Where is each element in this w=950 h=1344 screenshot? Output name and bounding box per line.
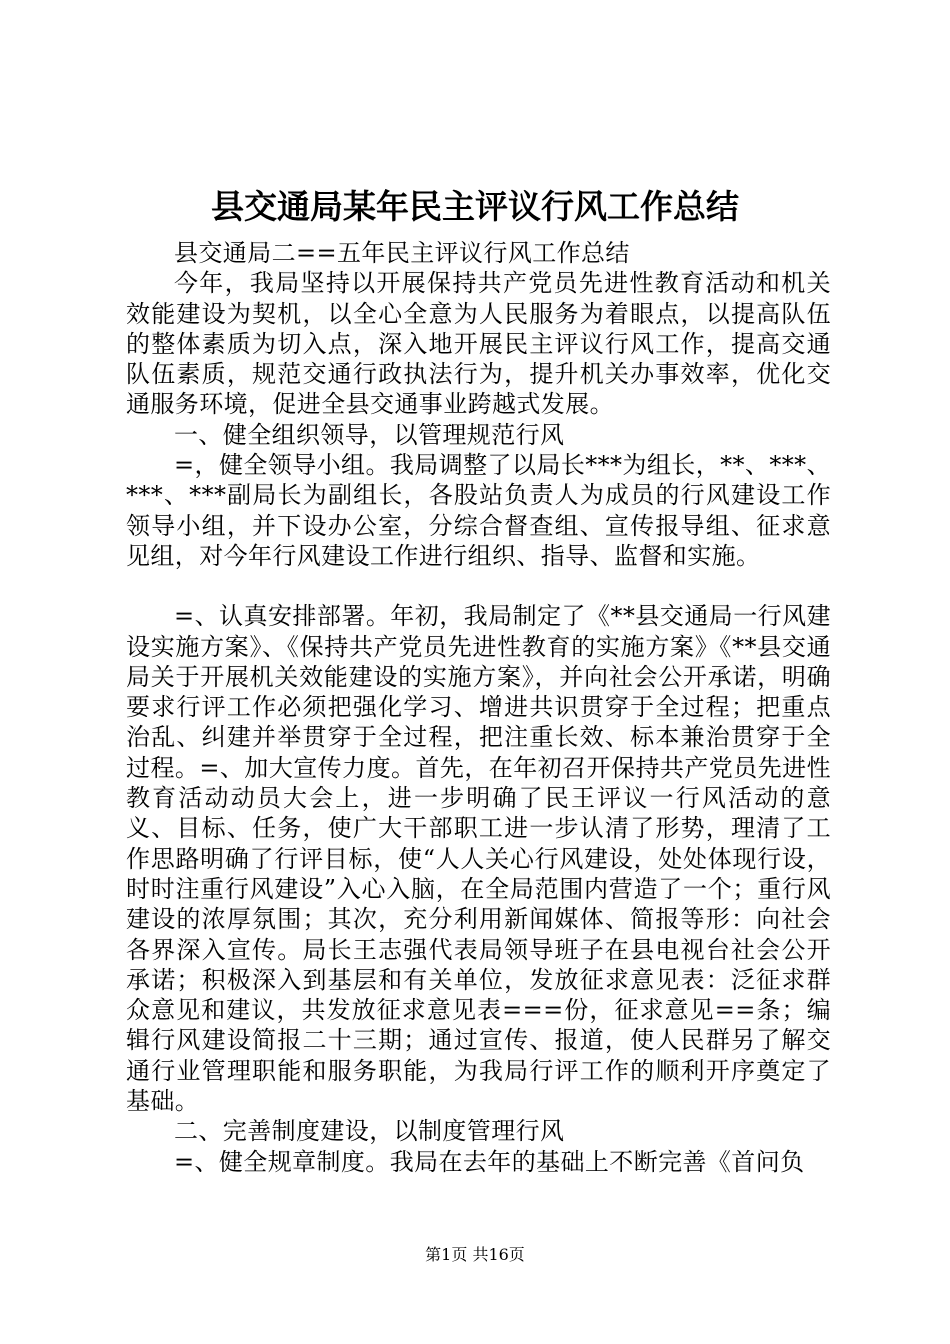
- section-heading-2: 二、完善制度建设，以制度管理行风: [174, 1117, 565, 1146]
- document-title: 县交通局某年民主评议行风工作总结: [211, 187, 739, 226]
- section-heading-1: 一、健全组织领导，以管理规范行风: [174, 420, 565, 449]
- document-body: [126, 238, 831, 1177]
- body-paragraph: =、认真安排部署。年初，我局制定了《**县交通局一行风建设实施方案》、《保持共产党员先进性教育的实施方案》《**县交通局关于开展机关效能建设的实施方案》，并向社会公开承诺，明确要求行评工作必须把强化学习、增进共识贯穿于全过程；把重点治乱、纠建并举贯穿于全过程，把注重长效、标本兼治贯穿于全过程。=、加大宣传力度。首先，在年初召开保持共产党员先进性教育活动动员大会上，进一步明确了民王评议一行风活动的意义、目标、任务，使广大干部职工进一步认清了形势，理清了工作思路明确了行评目标，使“人人关心行风建设，处处体现行设，时时注重行风建设”入心入脑，在全局范围内营造了一个；重行风建设的浓厚氛围；其次，充分利用新闻媒体、简报等形：向社会各界深入宣传。局长王志强代表局领导班子在县电视台社会公开承诺；积极深入到基层和有关单位，发放征求意见表：泛征求群众意见和建议，共发放征求意见表===份，征求意见==条；编辑行风建设简报二十三期；通过宣传、报道，使人民群另了解交通行业管理职能和服务职能，为我局行评工作的顺利开序奠定了基础。: [126, 602, 831, 1116]
- body-paragraph: =、健全规章制度。我局在去年的基础上不断完善《首问负: [174, 1147, 805, 1176]
- page-footer: 第1页 共16页: [425, 1245, 525, 1264]
- intro-paragraph: 今年，我局坚持以开展保持共产党员先进性教育活动和机关效能建设为契机，以全心全意为人民服务为着眼点，以提高队伍的整体素质为切入点，深入地开展民主评议行风工作，提高交通队伍素质，规范交通行政执法行为，提升机关办事效率，优化交通服务环境，促进全县交通事业跨越式发展。: [126, 269, 831, 419]
- subtitle-paragraph: 县交通局二==五年民主评议行风工作总结: [174, 239, 630, 267]
- body-paragraph: =，健全领导小组。我局调整了以局长***为组长，**、***、***、***副局长为副组长，各股站负责人为成员的行风建设工作领导小组，并下设办公室，分综合督查组、宣传报导组、征求意见组，对今年行风建设工作进行组织、指导、监督和实施。: [126, 451, 831, 570]
